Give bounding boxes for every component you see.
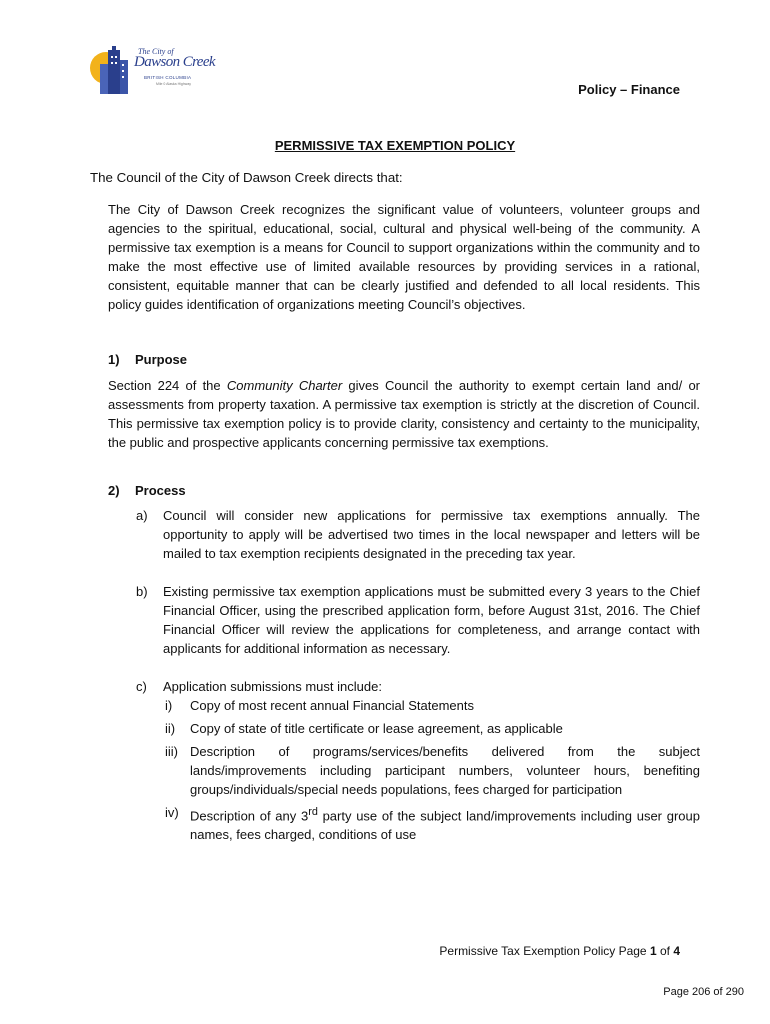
logo-tagline: Mile 0 Alaska Highway [156,82,192,86]
section-title: Purpose [135,352,188,367]
footer-of: of [656,944,674,958]
process-item-c [136,677,700,696]
purpose-text-end: gives Council the authority to exempt certain land and/ or assessments from property taxation. A permissive tax exemption is strictly at the discretion of Council. This permissive tax exemption policy is to provide clarity, consistency and certainty to the municipality, the public and prospective applicants concerning permissive tax exemptions. [108,378,700,450]
process-item-a [136,506,700,563]
footer-page-total: 4 [673,944,680,958]
city-logo [86,42,216,100]
subitem-ii [165,719,700,738]
preamble-paragraph: The City of Dawson Creek recognizes the significant value of volunteers, volunteer groups and agencies to the spiritual, educational, social, cultural and physical well-being of the community. A permissive tax exemption is a means for Council to support organizations within the community and to make the most effective use of limited available resources by providing services in a rational, consistent, equitable manner that can be clearly justified and defended to all local residents. This policy guides identification of organizations meeting Council’s objectives. [108,202,700,312]
section-number: 2) [108,483,120,498]
logo-emblem-icon [86,42,146,100]
document-page-counter: Page 206 of 290 [663,986,744,998]
subitem-text [190,803,700,844]
section-process-heading [108,483,186,498]
policy-page-footer [439,944,680,958]
item-label: a) [136,508,148,523]
item-label: b) [136,584,148,599]
ordinal-superscript: rd [308,806,318,818]
subitem-label: ii) [165,721,176,736]
logo-city-name: Dawson Creek [134,54,215,70]
section-purpose-heading [108,352,187,367]
subitem-text-end: party use of the subject land/improvements including user group names, fees charged, conditions of use [190,808,700,843]
process-item-b [136,582,700,658]
subitem-iii [165,742,700,799]
subitem-text: Copy of state of title certificate or lease agreement, as applicable [190,721,563,736]
intro-line: The Council of the City of Dawson Creek directs that: [90,170,403,185]
document-title-text: PERMISSIVE TAX EXEMPTION POLICY [274,138,516,153]
footer-prefix: Permissive Tax Exemption Policy Page [439,944,650,958]
subitem-text: Description of programs/services/benefits delivered from the subject lands/improvements including participant numbers, volunteer hours, benefiting groups/individuals/special needs populations, fees charged for participation [190,744,700,797]
subitem-i [165,696,700,715]
item-label: c) [136,679,147,694]
section-number: 1) [108,352,120,367]
policy-category: Policy – Finance [578,82,680,97]
subitem-label: i) [165,698,173,713]
subitem-text-start: Description of any 3 [190,808,309,824]
subitem-iv [165,803,700,844]
subitem-label: iii) [165,744,178,759]
section-title: Process [135,483,186,498]
item-text: Council will consider new applications for permissive tax exemptions annually. The opportunity to apply will be advertised two times in the local newspaper and letters will be mailed to tax exemption recipients designated in the preceding tax year. [163,508,700,561]
item-text: Application submissions must include: [163,679,382,694]
document-title [0,138,770,153]
item-text: Existing permissive tax exemption applications must be submitted every 3 years to the Chief Financial Officer, using the prescribed application form, before August 31st, 2016. The Chief Financial Officer will review the applications for completeness, and arrange contact with applicants for additional information as necessary. [163,584,700,656]
community-charter-reference: Community Charter [226,378,343,393]
logo-subtitle: BRITISH COLUMBIA [144,75,192,80]
logo-small-text: The City of [138,47,174,56]
purpose-text-start: Section 224 of the [108,378,227,393]
subitem-text: Copy of most recent annual Financial Statements [190,698,474,713]
subitem-label: iv) [165,805,179,820]
footer-page-number: 1 [649,944,657,958]
purpose-paragraph [108,376,700,452]
